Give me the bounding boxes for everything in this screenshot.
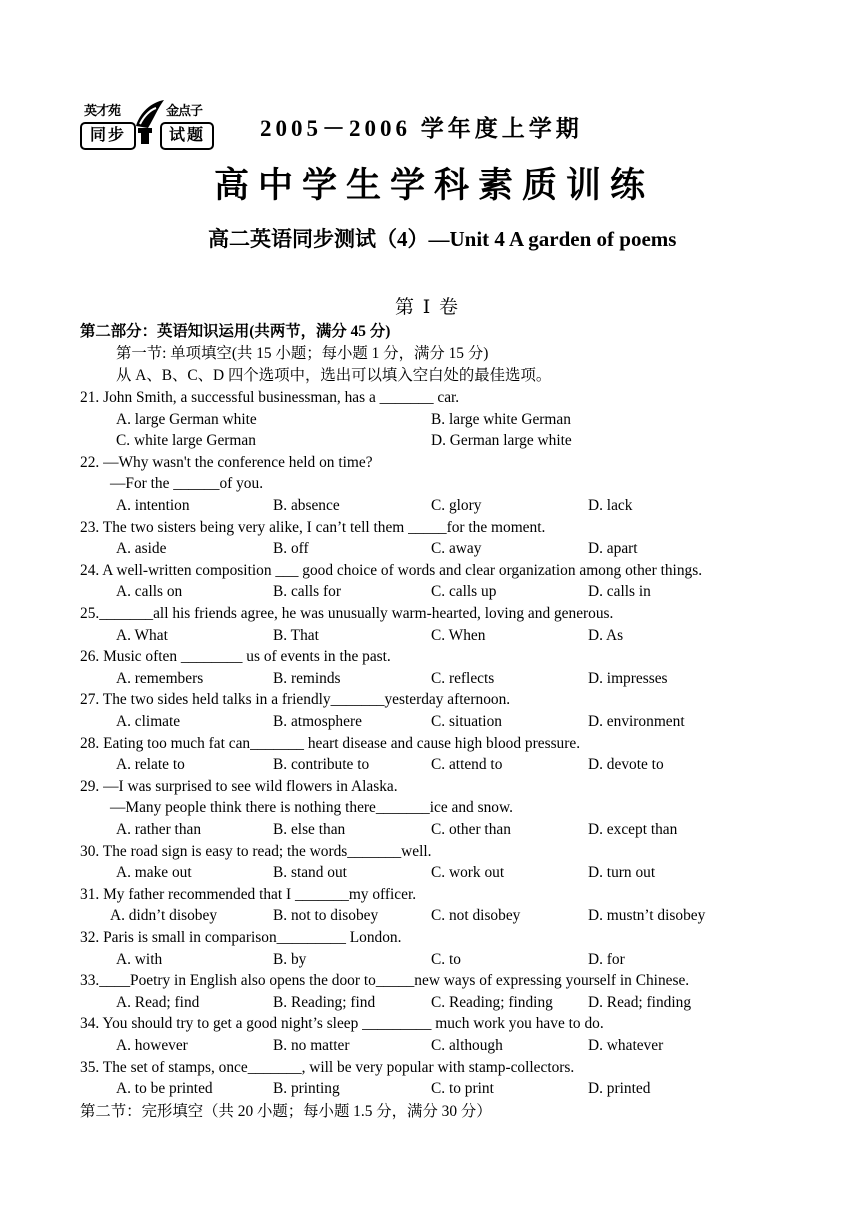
option-c: C. attend to <box>431 756 503 774</box>
option-c: C. situation <box>431 713 502 730</box>
section1-title: 第一节: 单项填空(共 15 小题；每小题 1 分，满分 15 分) <box>116 345 489 362</box>
option-c: C. to print <box>431 1080 494 1098</box>
question-stem: 31. My father recommended that I _______my officer. <box>80 885 417 903</box>
option-d: D. apart <box>588 540 638 558</box>
option-b: B. contribute to <box>273 756 370 774</box>
option-c: C. other than <box>431 821 511 838</box>
option-d: D. environment <box>588 713 685 730</box>
logo-box-left: 同步 <box>80 122 136 150</box>
option-a: A. intention <box>116 497 190 514</box>
section1-instructions: 从 A、B、C、D 四个选项中，选出可以填入空白处的最佳选项。 <box>116 367 552 384</box>
question-stem: 24. A well-written composition ___ good choice of words and clear organization among other things. <box>80 561 703 579</box>
option-a: A. make out <box>116 864 192 882</box>
option-a: A. relate to <box>116 756 185 774</box>
question-stem: 30. The road sign is easy to read; the words_______well. <box>80 842 432 860</box>
option-c: C. Reading; finding <box>431 993 553 1011</box>
option-c: C. work out <box>431 864 505 882</box>
option-b: B. atmosphere <box>273 713 362 730</box>
question-stem: 26. Music often ________ us of events in the past. <box>80 648 391 666</box>
option-b: B. calls for <box>273 583 341 601</box>
option-b: B. That <box>273 626 319 644</box>
question-stem: —Many people think there is nothing there_______ice and snow. <box>110 799 513 817</box>
option-c: C. white large German <box>116 432 256 450</box>
logo-box-right: 试题 <box>160 122 214 150</box>
question-stem: 32. Paris is small in comparison_________ London. <box>80 929 402 946</box>
option-c: C. glory <box>431 497 482 514</box>
option-a: A. large German white <box>116 410 257 428</box>
logo-text-left: 英才苑 <box>84 103 121 118</box>
volume-label: 第 Ⅰ 卷 <box>395 297 461 318</box>
option-d: D. impresses <box>588 669 668 687</box>
option-a: A. with <box>116 950 163 968</box>
option-a: A. didn’t disobey <box>110 907 218 925</box>
question-stem: 35. The set of stamps, once_______, will be very popular with stamp-collectors. <box>80 1058 575 1076</box>
option-a: A. to be printed <box>116 1080 213 1098</box>
option-a: A. Read; find <box>116 993 200 1011</box>
option-d: D. Read; finding <box>588 993 692 1011</box>
publisher-logo <box>80 98 214 152</box>
option-c: C. calls up <box>431 583 497 601</box>
question-stem: 28. Eating too much fat can_______ heart disease and cause high blood pressure. <box>80 734 581 752</box>
question-stem: 23. The two sisters being very alike, I can’t tell them _____for the moment. <box>80 518 546 536</box>
question-stem: 27. The two sides held talks in a friendly_______yesterday afternoon. <box>80 691 511 709</box>
option-d: D. except than <box>588 821 678 838</box>
option-c: C. to <box>431 950 461 968</box>
subtitle: 高二英语同步测试（4）—Unit 4 A garden of poems <box>208 227 677 251</box>
logo-text-right: 金点子 <box>166 103 203 118</box>
option-d: D. lack <box>588 497 633 514</box>
option-d: D. devote to <box>588 756 664 774</box>
option-a: A. however <box>116 1037 188 1054</box>
option-d: D. whatever <box>588 1037 664 1054</box>
question-stem: 21. John Smith, a successful businessman, has a _______ car. <box>80 389 460 406</box>
option-c: C. although <box>431 1037 503 1054</box>
question-stem: 33.____Poetry in English also opens the door to_____new ways of expressing yourself in Chinese. <box>80 972 690 990</box>
option-b: B. large white German <box>431 410 571 428</box>
option-d: D. German large white <box>431 432 572 450</box>
option-b: B. not to disobey <box>273 907 379 925</box>
question-stem: 34. You should try to get a good night’s sleep _________ much work you have to do. <box>80 1015 604 1033</box>
option-b: B. off <box>273 540 309 558</box>
option-b: B. printing <box>273 1080 340 1098</box>
option-d: D. As <box>588 626 624 644</box>
option-b: B. Reading; find <box>273 993 376 1011</box>
option-a: A. rather than <box>116 821 202 838</box>
main-title: 高中学生学科素质训练 <box>214 166 655 205</box>
option-c: C. When <box>431 626 486 644</box>
year-title: 2005－2006 学年度上学期 <box>260 116 583 141</box>
option-d: D. for <box>588 950 625 968</box>
option-b: B. absence <box>273 497 340 514</box>
option-c: C. not disobey <box>431 907 521 925</box>
option-d: D. calls in <box>588 583 651 601</box>
part2-heading: 第二部分：英语知识运用(共两节，满分 45 分) <box>80 323 391 340</box>
question-stem: 25._______all his friends agree, he was unusually warm-hearted, loving and generous. <box>80 605 614 622</box>
option-a: A. climate <box>116 713 181 730</box>
question-stem: 22. —Why wasn't the conference held on time? <box>80 453 373 471</box>
option-b: B. reminds <box>273 669 341 687</box>
question-stem: 29. —I was surprised to see wild flowers in Alaska. <box>80 777 398 795</box>
option-a: A. calls on <box>116 583 183 601</box>
option-d: D. mustn’t disobey <box>588 907 706 925</box>
option-a: A. What <box>116 626 168 644</box>
option-b: B. no matter <box>273 1037 350 1054</box>
question-stem: —For the ______of you. <box>110 475 264 493</box>
option-c: C. reflects <box>431 669 495 687</box>
option-a: A. remembers <box>116 669 204 687</box>
option-a: A. aside <box>116 540 167 558</box>
option-d: D. turn out <box>588 864 656 882</box>
option-b: B. stand out <box>273 864 347 882</box>
option-d: D. printed <box>588 1080 651 1098</box>
section2-title: 第二节：完形填空（共 20 小题；每小题 1.5 分，满分 30 分） <box>80 1103 492 1120</box>
option-b: B. else than <box>273 821 346 838</box>
option-c: C. away <box>431 540 482 558</box>
option-b: B. by <box>273 950 307 968</box>
